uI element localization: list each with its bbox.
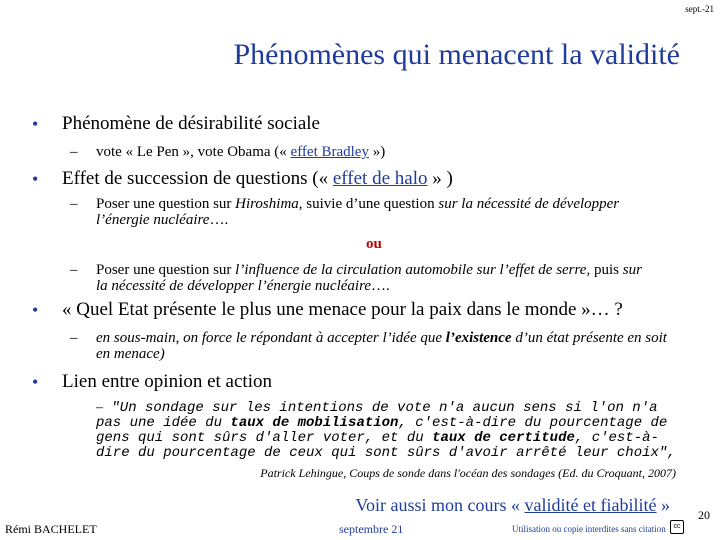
sub-text: …. xyxy=(209,212,229,228)
sub-italic: sur la nécessité de développer l’énergie nucléaire xyxy=(96,262,642,294)
bullet-text: Effet de succession de questions (« xyxy=(62,168,333,189)
sub-bullet-automobile xyxy=(70,262,656,294)
bullet-dot: • xyxy=(32,372,39,392)
sub-text: …. xyxy=(371,278,390,294)
footer-author: Rémi BACHELET xyxy=(5,522,97,536)
bullet-text: « Quel Etat présente le plus une menace pour la paix dans le monde »… ? xyxy=(62,299,623,320)
sub-bullet-hiroshima xyxy=(70,196,656,228)
sub-italic: Hiroshima xyxy=(235,196,299,212)
sub-text-end: ») xyxy=(368,144,386,160)
bullet-dot: • xyxy=(32,169,39,189)
dash: – xyxy=(70,262,78,278)
quote-text: "Un sondage sur les intentions de vote n'a aucun sens si l'on n'a pas une idée du xyxy=(96,400,658,431)
ou-separator: ou xyxy=(366,236,382,252)
bullet-social-desirability xyxy=(32,113,320,135)
bullet-text-end: » ) xyxy=(427,168,453,189)
sub-text: vote « Le Pen », vote Obama (« xyxy=(96,144,291,160)
bullet-dot: • xyxy=(32,114,39,134)
see-also xyxy=(355,495,670,516)
page-number: 20 xyxy=(698,508,710,522)
quote-bold: taux de mobilisation xyxy=(230,415,399,431)
slide-title: Phénomènes qui menacent la validité xyxy=(233,38,680,71)
see-also-text: Voir aussi mon cours « xyxy=(355,495,525,515)
quote-text: , c'est-à-dire du pourcentage de ceux qui sont sûrs d'avoir arrêté leur choix", xyxy=(96,430,676,461)
sub-bullet-quote xyxy=(96,400,686,461)
sub-bullet-vote xyxy=(70,144,386,160)
quote-text: , c'est-à-dire du pourcentage de gens qui sont sûrs d'aller voter, et du xyxy=(96,415,668,446)
quote-bold: taux de certitude xyxy=(432,430,575,446)
sub-bold: l’existence xyxy=(445,330,512,346)
link-effet-bradley[interactable]: effet Bradley xyxy=(290,144,369,160)
sub-text: en sous-main, on force le répondant à accepter l’idée que xyxy=(96,330,446,346)
sub-italic: l’influence de la circulation automobile sur l’effet de serre xyxy=(235,262,587,278)
link-validite-fiabilite[interactable]: validité et fiabilité xyxy=(524,495,657,515)
bullet-question-succession xyxy=(32,168,453,190)
sub-bullet-sous-main xyxy=(70,330,676,362)
bullet-opinion-action xyxy=(32,371,272,393)
dash: – xyxy=(70,196,78,212)
footer-license: Utilisation ou copie interdites sans citation xyxy=(512,524,666,534)
header-date: sept.-21 xyxy=(685,4,714,14)
bullet-text: Phénomène de désirabilité sociale xyxy=(62,113,320,134)
sub-italic: sur la nécessité de développer l’énergie nucléaire xyxy=(96,196,620,228)
dash: – xyxy=(70,144,78,160)
bullet-dot: • xyxy=(32,300,39,320)
sub-text: Poser une question sur xyxy=(96,262,236,278)
sub-text: d’un état présente en soit en menace) xyxy=(96,330,667,362)
footer-date: septembre 21 xyxy=(339,522,404,536)
dash: – xyxy=(70,330,78,346)
dash: – xyxy=(96,400,103,415)
sub-text: , puis xyxy=(586,262,623,278)
citation: Patrick Lehingue, Coups de sonde dans l'océan des sondages (Ed. du Croquant, 2007) xyxy=(260,466,676,480)
bullet-quel-etat xyxy=(32,299,623,321)
sub-text: , suivie d’une question xyxy=(298,196,439,212)
see-also-end: » xyxy=(656,495,670,515)
sub-text: Poser une question sur xyxy=(96,196,236,212)
creative-commons-icon: cc xyxy=(670,520,684,534)
link-effet-de-halo[interactable]: effet de halo xyxy=(332,168,428,189)
bullet-text: Lien entre opinion et action xyxy=(62,371,272,392)
